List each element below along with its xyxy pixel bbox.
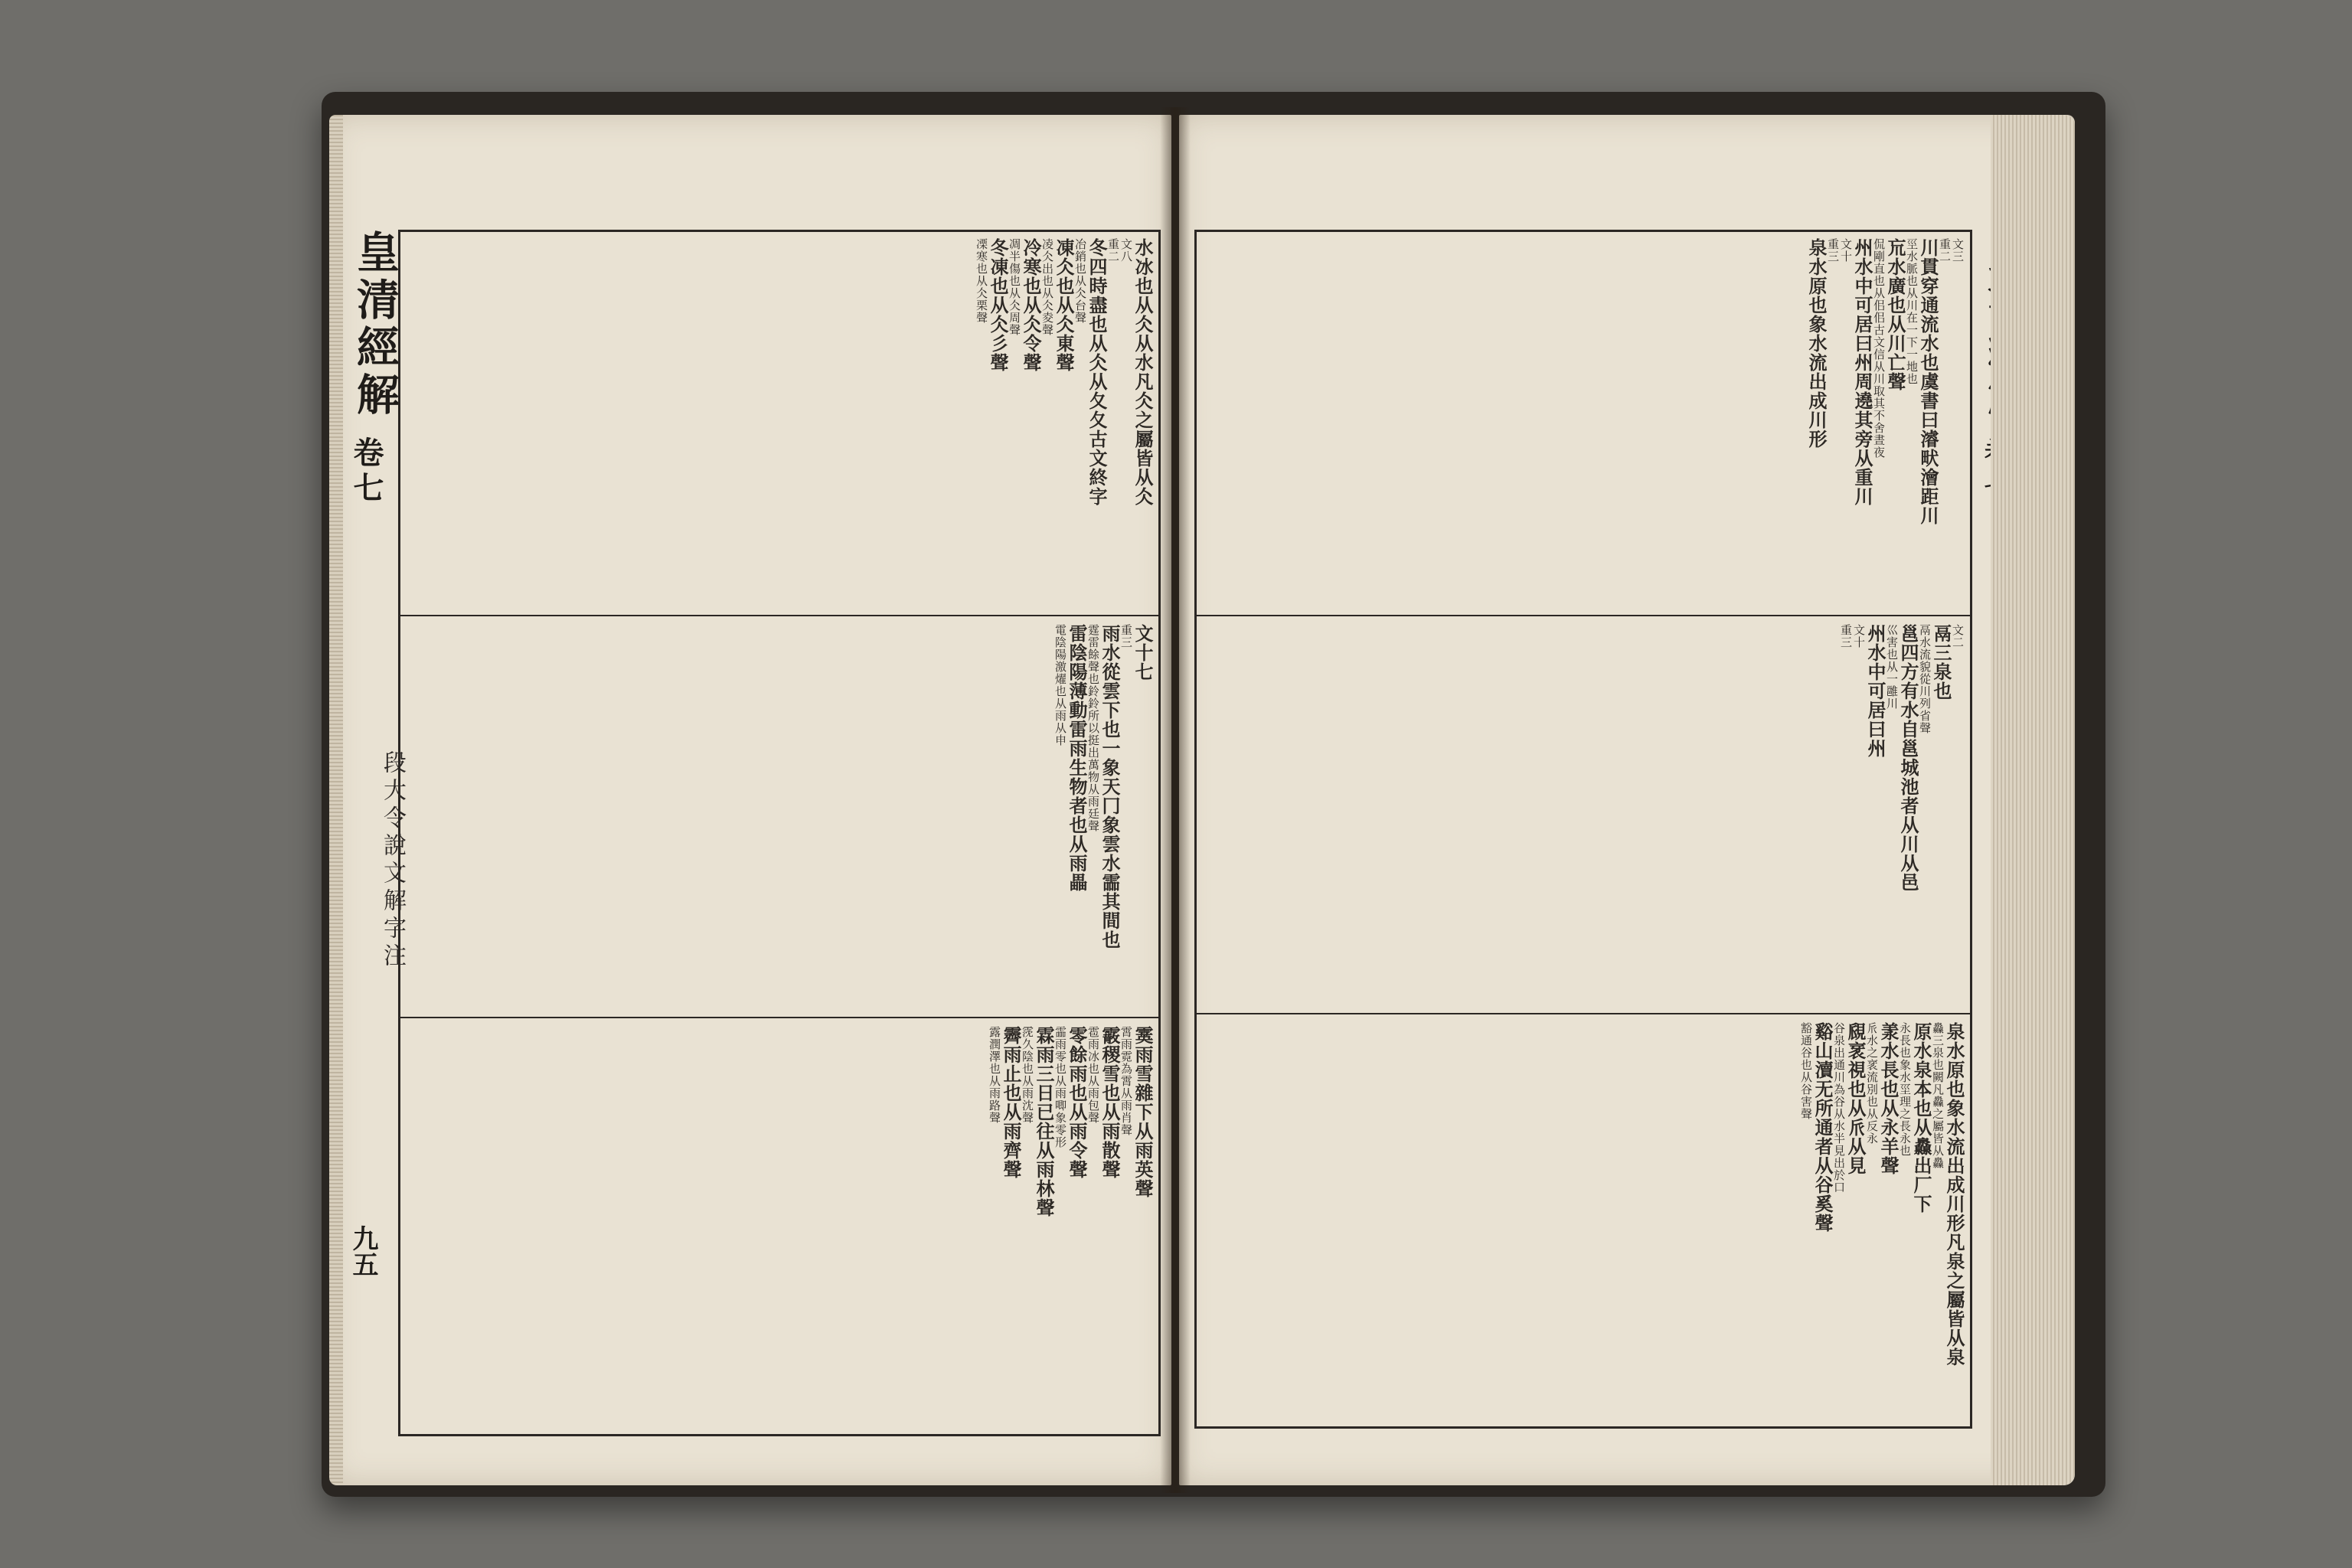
text-column: 霖雨三日已往从雨林聲 bbox=[1033, 1026, 1055, 1217]
text-column: 雨水從雲下也一象天冂象雲水霝其間也 bbox=[1099, 624, 1121, 949]
text-column: 文十 bbox=[1852, 624, 1866, 648]
text-column: 冬四時盡也从仌从夂夂古文終字 bbox=[1086, 238, 1108, 506]
text-column: 凌仌出也从仌夌聲 bbox=[1040, 238, 1054, 336]
text-column: 文八 bbox=[1119, 238, 1133, 263]
text-column: 巛害也从一雝川 bbox=[1885, 624, 1899, 710]
text-column: 重三 bbox=[1119, 624, 1133, 648]
text-column: 巟水廣也从川亡聲 bbox=[1884, 238, 1906, 391]
left-text-frame bbox=[398, 230, 1161, 1436]
left-divider-1 bbox=[400, 615, 1158, 616]
left-upper-section bbox=[407, 238, 1152, 610]
text-column: 重二 bbox=[1106, 238, 1120, 263]
text-column: 文二 bbox=[1951, 624, 1965, 648]
right-upper-section bbox=[1203, 238, 1964, 610]
text-column: 霄雨霓為霄从雨肖聲 bbox=[1119, 1026, 1133, 1136]
text-column: 零餘雨也从雨令聲 bbox=[1066, 1026, 1088, 1179]
left-lower-section bbox=[407, 1026, 1152, 1424]
text-column: 川貫穿通流水也虞書曰濬畎澮距川 bbox=[1917, 238, 1939, 525]
text-column: 霽雨止也从雨齊聲 bbox=[1000, 1026, 1022, 1179]
text-column: 霃久陰也从雨沈聲 bbox=[1021, 1026, 1034, 1124]
text-column: 灥三泉也闕凡灥之屬皆从灥 bbox=[1931, 1022, 1945, 1169]
text-column: 鬲水流貌從川列省聲 bbox=[1918, 624, 1932, 734]
text-column: 豁通谷也从谷害聲 bbox=[1799, 1022, 1813, 1120]
left-page-number: 九五 bbox=[348, 1225, 378, 1277]
text-column: 𠂢水之衺流別也从反永 bbox=[1865, 1022, 1879, 1145]
text-column: 谷泉出通川為谷从水半見出於口 bbox=[1832, 1022, 1846, 1194]
right-page-edge bbox=[1991, 115, 2075, 1485]
left-page bbox=[329, 115, 1171, 1485]
right-divider-2 bbox=[1197, 1013, 1970, 1014]
text-column: 州水中可居曰州 bbox=[1864, 624, 1886, 758]
text-column: 文十 bbox=[1839, 238, 1853, 263]
book-gutter bbox=[1160, 107, 1191, 1493]
text-column: 凓寒也从仌栗聲 bbox=[975, 238, 988, 324]
right-middle-section bbox=[1203, 624, 1964, 1007]
text-column: 凋半傷也从仌周聲 bbox=[1008, 238, 1021, 336]
text-column: 重二 bbox=[1938, 238, 1952, 263]
text-column: 重三 bbox=[1826, 238, 1840, 263]
text-column: 鬲三泉也 bbox=[1930, 624, 1952, 701]
text-column: 霝雨零也从雨唧象零形 bbox=[1054, 1026, 1067, 1148]
text-column: 邕四方有水自邕城池者从川从邑 bbox=[1897, 624, 1919, 892]
text-column: 露潤澤也从雨路聲 bbox=[988, 1026, 1001, 1124]
left-page-edge bbox=[329, 115, 343, 1485]
text-column: 雹雨冰也从雨包聲 bbox=[1086, 1026, 1100, 1124]
text-column: 冶銷也从仌台聲 bbox=[1073, 238, 1087, 324]
text-column: 冷寒也从仌令聲 bbox=[1020, 238, 1042, 372]
text-column: 巠水脈也从川在一下一地也 bbox=[1905, 238, 1919, 385]
text-column: 霰稷雪也从雨散聲 bbox=[1099, 1026, 1121, 1179]
text-column: 凍仌也从仌東聲 bbox=[1053, 238, 1075, 372]
text-column: 泉水原也象水流出成川形 bbox=[1805, 238, 1828, 449]
text-column: 原水泉本也从灥出厂下 bbox=[1910, 1022, 1932, 1214]
text-column: 州水中可居曰州周遶其旁从重川 bbox=[1851, 238, 1873, 506]
text-column: 霆雷餘聲也鈴鈴所以挺出萬物从雨廷聲 bbox=[1086, 624, 1100, 832]
left-margin-title: 皇清經解 bbox=[350, 230, 400, 420]
text-column: 水冰也从仌从水凡仌之屬皆从仌 bbox=[1132, 238, 1154, 506]
text-column: 文十七 bbox=[1132, 624, 1154, 681]
text-column: 文三 bbox=[1951, 238, 1965, 263]
left-volume-mark: 卷七 bbox=[348, 436, 384, 507]
left-divider-2 bbox=[400, 1017, 1158, 1018]
left-middle-section bbox=[407, 624, 1152, 1011]
right-text-frame bbox=[1194, 230, 1972, 1429]
text-column: 羕水長也从永羊聲 bbox=[1877, 1022, 1900, 1175]
text-column: 覛衺視也从𠂢从見 bbox=[1844, 1022, 1867, 1175]
text-column: 重三 bbox=[1839, 624, 1853, 648]
text-column: 霙雨雪雜下从雨英聲 bbox=[1132, 1026, 1154, 1198]
text-column: 電陰陽激燿也从雨从申 bbox=[1054, 624, 1067, 746]
text-column: 泉水原也象水流出成川形凡泉之屬皆从泉 bbox=[1943, 1022, 1965, 1367]
text-column: 侃剛直也从佀佀古文信从川取其不舍晝夜 bbox=[1872, 238, 1886, 459]
right-lower-section bbox=[1203, 1022, 1964, 1420]
text-column: 雷陰陽薄動雷雨生物者也从雨畾 bbox=[1066, 624, 1088, 892]
text-column: 冬凍也从仌彡聲 bbox=[987, 238, 1009, 372]
text-column: 谿山瀆无所通者从谷奚聲 bbox=[1811, 1022, 1834, 1233]
left-side-note: 段大令說文解字注 bbox=[379, 750, 406, 971]
right-page bbox=[1179, 115, 2075, 1485]
right-divider-1 bbox=[1197, 615, 1970, 616]
text-column: 永長也象水坙理之長永也 bbox=[1898, 1022, 1912, 1157]
